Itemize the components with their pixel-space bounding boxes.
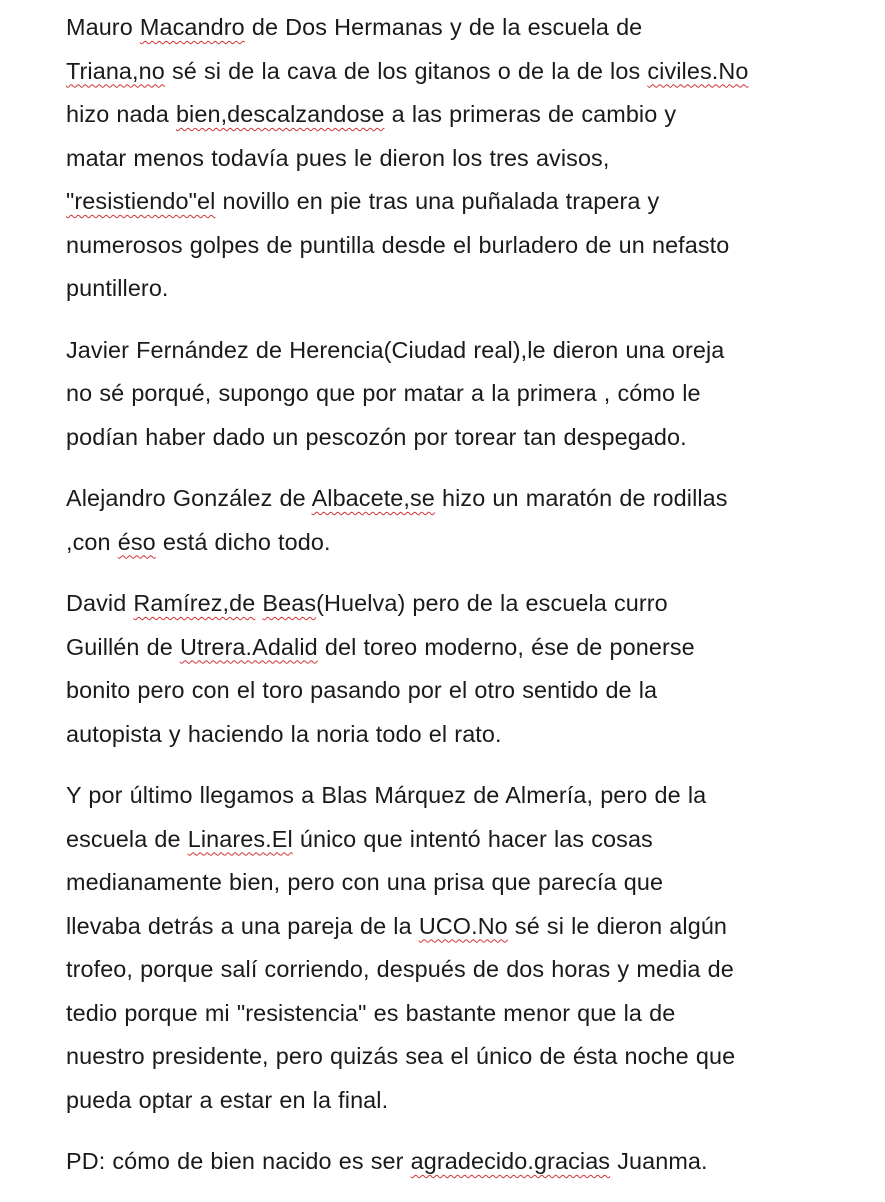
spellcheck-flagged-word[interactable]: éso (117, 528, 156, 555)
text-line (66, 137, 856, 181)
text-line (66, 669, 856, 713)
text-line (66, 372, 856, 416)
text-run: medianamente bien, pero con una prisa que parecía que (66, 869, 664, 895)
text-line (66, 521, 856, 565)
text-run: tedio porque mi "resistencia" es bastante menor que la de (66, 999, 676, 1026)
paragraph (66, 6, 856, 311)
text-run: sé si de la cava de los gitanos o de la de los (164, 57, 648, 84)
spellcheck-flagged-word[interactable]: bien,descalzandose (175, 101, 385, 127)
spellcheck-flagged-word[interactable]: agradecido.gracias (410, 1148, 611, 1174)
spellcheck-flagged-word[interactable]: UCO.No (418, 912, 508, 939)
spellcheck-flagged-word[interactable]: Linares.El (187, 825, 293, 852)
text-line (66, 992, 856, 1036)
text-line (66, 948, 856, 992)
document-body (66, 6, 856, 1202)
paragraph (66, 329, 856, 460)
paragraph (66, 582, 856, 756)
text-run: David (66, 590, 134, 616)
text-line (66, 477, 856, 521)
text-run: puntillero. (66, 275, 169, 301)
text-line (66, 774, 856, 818)
text-run: Javier Fernández de Herencia(Ciudad real),le dieron una oreja (66, 336, 725, 363)
spellcheck-flagged-word[interactable]: Beas (262, 590, 317, 616)
text-line (66, 626, 856, 670)
text-line (66, 818, 856, 862)
text-line (66, 224, 856, 268)
text-line (66, 267, 856, 311)
text-line (66, 6, 856, 50)
text-line (66, 1079, 856, 1123)
text-run: está dicho todo. (155, 528, 331, 555)
text-run: Juanma. (610, 1148, 708, 1174)
text-run: podían haber dado un pescozón por torear tan despegado. (66, 423, 687, 450)
text-run: ,con (66, 528, 118, 555)
paragraph (66, 774, 856, 1122)
text-line (66, 93, 856, 137)
text-run: autopista y haciendo la noria todo el rato. (66, 720, 502, 747)
text-run: numerosos golpes de puntilla desde el burladero de un nefasto (66, 231, 730, 258)
text-run: Y por último llegamos a Blas Márquez de Almería, pero de la (66, 782, 707, 808)
text-run: pueda optar a estar en la final. (66, 1086, 389, 1113)
text-line (66, 1035, 856, 1079)
text-run: de Dos Hermanas y de la escuela de (244, 14, 643, 40)
text-line (66, 1140, 856, 1184)
paragraph (66, 477, 856, 564)
text-line (66, 50, 856, 94)
text-run: hizo nada (66, 101, 176, 127)
text-run: trofeo, porque salí corriendo, después de dos horas y media de (66, 956, 734, 982)
text-run: bonito pero con el toro pasando por el otro sentido de la (66, 677, 658, 703)
text-line (66, 416, 856, 460)
text-line (66, 905, 856, 949)
text-run: novillo en pie tras una puñalada trapera y (215, 188, 660, 214)
spellcheck-flagged-word[interactable]: "resistiendo"el (66, 188, 216, 214)
text-line (66, 713, 856, 757)
text-run: único que intentó hacer las cosas (292, 825, 653, 852)
text-line (66, 582, 856, 626)
spellcheck-flagged-word[interactable]: Utrera.Adalid (179, 633, 318, 660)
text-run: a las primeras de cambio y (384, 101, 677, 127)
spellcheck-flagged-word[interactable]: Macandro (139, 14, 245, 40)
text-line (66, 329, 856, 373)
spellcheck-flagged-word[interactable]: civiles.No (647, 57, 749, 84)
text-run: del toreo moderno, ése de ponerse (317, 633, 695, 660)
paragraph (66, 1140, 856, 1184)
text-run: Guillén de (66, 633, 180, 660)
spellcheck-flagged-word[interactable]: Triana,no (66, 57, 165, 84)
text-run: no sé porqué, supongo que por matar a la primera , cómo le (66, 380, 701, 406)
text-run: escuela de (66, 825, 188, 852)
spellcheck-flagged-word[interactable]: Albacete,se (311, 485, 435, 511)
text-run: matar menos todavía pues le dieron los tres avisos, (66, 144, 610, 171)
text-run: PD: cómo de bien nacido es ser (66, 1148, 411, 1174)
text-run: sé si le dieron algún (507, 912, 728, 939)
text-run: hizo un maratón de rodillas (434, 485, 728, 511)
text-run: Alejandro González de (66, 485, 312, 511)
text-run: (Huelva) pero de la escuela curro (316, 590, 668, 616)
text-line (66, 180, 856, 224)
text-run: llevaba detrás a una pareja de la (66, 912, 419, 939)
text-line (66, 861, 856, 905)
text-run: nuestro presidente, pero quizás sea el único de ésta noche que (66, 1043, 736, 1069)
text-run: Mauro (66, 14, 140, 40)
spellcheck-flagged-word[interactable]: Ramírez,de (133, 590, 256, 616)
